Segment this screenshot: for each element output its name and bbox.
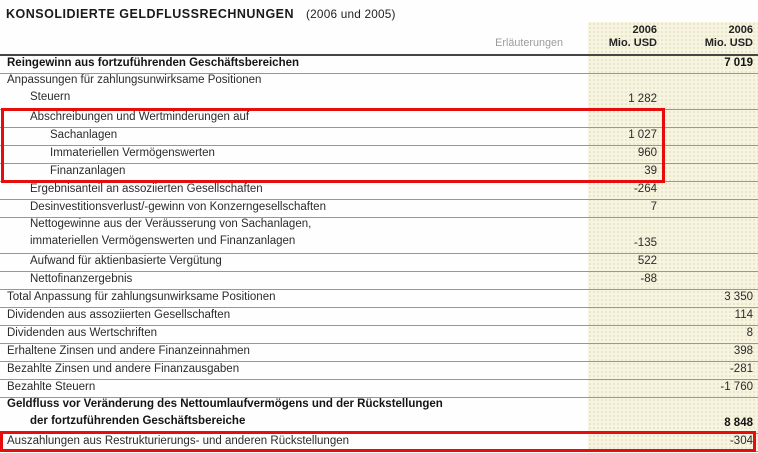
column-header-year: 2006	[632, 24, 657, 36]
value-col1: 960	[637, 147, 657, 159]
column-header-2006-right	[705, 24, 753, 49]
row-label-line1: Geldfluss vor Veränderung des Nettoumlaufvermögens und der Rückstellungen	[7, 398, 443, 410]
value-col2: -304	[729, 435, 753, 447]
table-row	[0, 110, 758, 128]
row-label: Finanzanlagen	[50, 165, 126, 177]
table-row	[0, 128, 758, 146]
row-label: Dividenden aus Wertschriften	[7, 327, 157, 339]
value-col1: 1 282	[628, 93, 657, 105]
column-header-unit: Mio. USD	[608, 36, 657, 49]
column-header-unit: Mio. USD	[704, 36, 753, 49]
table-row	[0, 326, 758, 344]
row-label-line2: immateriellen Vermögenswerten und Finanzanlagen	[30, 235, 296, 247]
row-label: Sachanlagen	[50, 129, 118, 141]
row-label: Bezahlte Zinsen und andere Finanzausgaben	[7, 363, 240, 375]
row-label	[0, 72, 491, 106]
table-row	[0, 434, 758, 452]
value-col1: -88	[640, 273, 657, 285]
value-col1: 522	[637, 255, 657, 267]
table-row	[0, 308, 758, 326]
table-row	[0, 398, 758, 434]
value-col2: -281	[729, 363, 753, 375]
row-label: Immateriellen Vermögenswerten	[50, 147, 215, 159]
value-col1: 1 027	[628, 129, 657, 141]
row-label	[0, 216, 491, 250]
value-col1: 39	[644, 165, 657, 177]
table-row	[0, 362, 758, 380]
table-row	[0, 272, 758, 290]
value-col1: -135	[633, 237, 657, 249]
value-col2: 114	[734, 309, 753, 321]
value-col2: 8 848	[724, 417, 753, 429]
value-col1: 7	[650, 201, 657, 213]
row-label: Bezahlte Steuern	[7, 381, 96, 393]
row-label: Abschreibungen und Wertminderungen auf	[30, 111, 250, 123]
row-label: Nettofinanzergebnis	[30, 273, 133, 285]
value-col2: -1 760	[720, 381, 753, 393]
row-label-line1: Nettogewinne aus der Veräusserung von Sachanlagen,	[30, 218, 312, 230]
row-label-line2: Steuern	[30, 91, 71, 103]
table-row	[0, 254, 758, 272]
table-row	[0, 290, 758, 308]
table-row	[0, 164, 758, 182]
value-col1: -264	[633, 183, 657, 195]
row-label: Ergebnisanteil an assoziierten Gesellschaften	[30, 183, 263, 195]
page-title: KONSOLIDIERTE GELDFLUSSRECHNUNGEN	[6, 7, 295, 21]
table-row	[0, 182, 758, 200]
title-row	[6, 5, 396, 23]
table-row	[0, 74, 758, 110]
column-header-year: 2006	[728, 24, 753, 36]
value-col2: 8	[746, 327, 753, 339]
table-row	[0, 218, 758, 254]
row-label: Aufwand für aktienbasierte Vergütung	[30, 255, 222, 267]
row-label-line2: der fortzuführenden Geschäftsbereiche	[30, 415, 246, 427]
value-col2: 398	[733, 345, 753, 357]
column-header-2006-left	[609, 24, 657, 49]
value-col2: 3 350	[724, 291, 753, 303]
value-col2: 7 019	[724, 57, 753, 69]
row-label: Auszahlungen aus Restrukturierungs- und anderen Rückstellungen	[7, 435, 350, 447]
table-row	[0, 344, 758, 362]
row-label: Erhaltene Zinsen und andere Finanzeinnahmen	[7, 345, 250, 357]
row-label: Dividenden aus assoziierten Gesellschaften	[7, 309, 231, 321]
table-row	[0, 146, 758, 164]
cash-flow-table	[0, 56, 758, 452]
row-label	[0, 396, 491, 430]
row-label: Reingewinn aus fortzuführenden Geschäftsbereichen	[7, 57, 300, 69]
row-label: Desinvestitionsverlust/-gewinn von Konzerngesellschaften	[30, 201, 326, 213]
table-header	[0, 0, 758, 56]
column-header-notes: Erläuterungen	[495, 37, 563, 49]
row-label-line1: Anpassungen für zahlungsunwirksame Positionen	[7, 74, 262, 86]
row-label: Total Anpassung für zahlungsunwirksame Positionen	[7, 291, 276, 303]
page-subtitle: (2006 und 2005)	[306, 7, 396, 21]
